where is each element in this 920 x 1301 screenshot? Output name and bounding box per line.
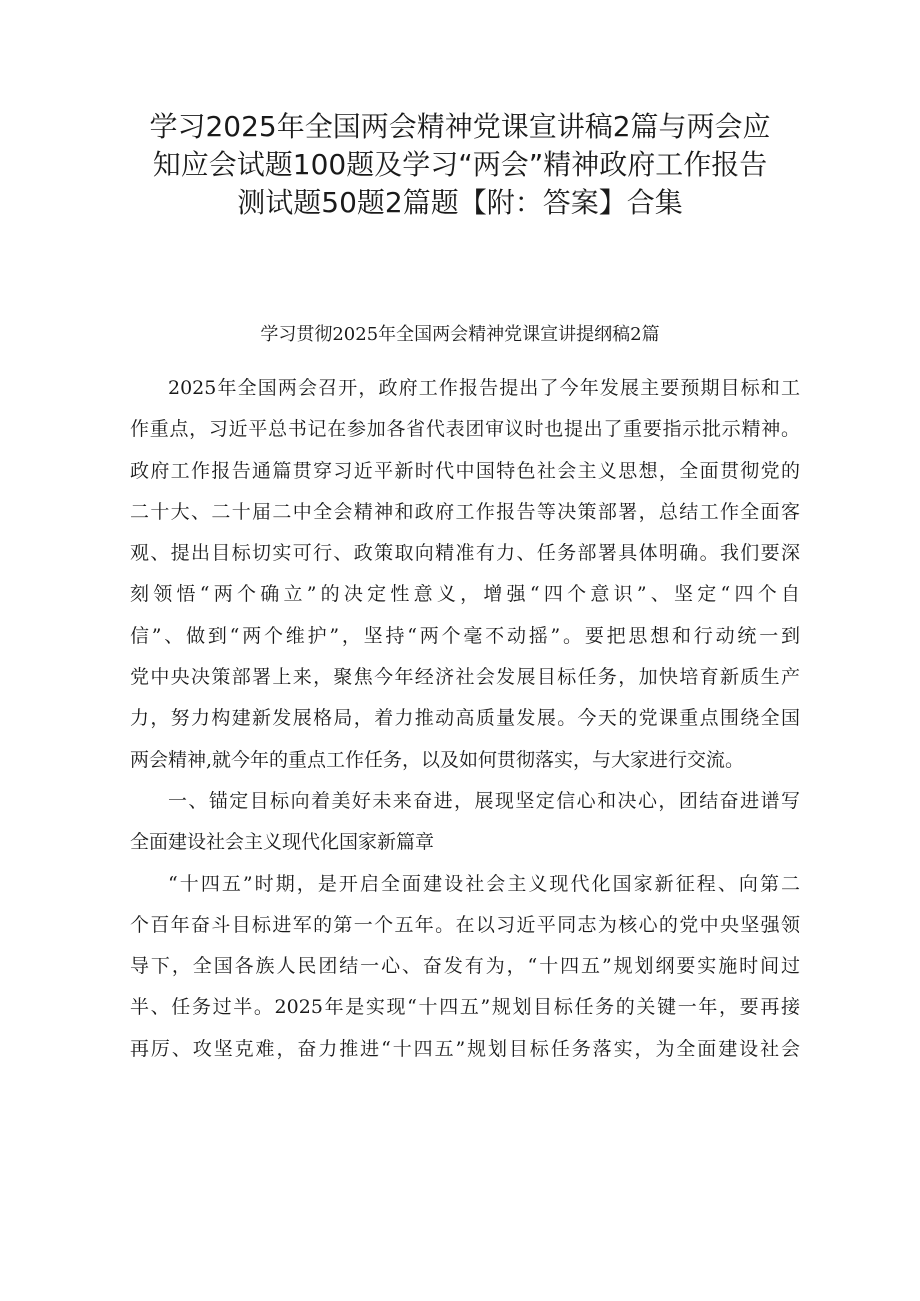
section-heading-line-1: 一、锚定目标向着美好未来奋进，展现坚定信心和决心，团结奋进谱写 [168, 789, 800, 812]
title-line-2: 知应会试题100题及学习“两会”精神政府工作报告 [152, 148, 768, 181]
section-heading-line-2: 全面建设社会主义现代化国家新篇章 [130, 831, 435, 854]
body-text [130, 368, 800, 1070]
title-line-1: 学习2025年全国两会精神党课宣讲稿2篇与两会应 [149, 110, 771, 143]
paragraph-1-line-3: 政府工作报告通篇贯穿习近平新时代中国特色社会主义思想，全面贯彻党的 [130, 459, 800, 482]
paragraph-3-line-5: 再厉、攻坚克难，奋力推进“十四五”规划目标任务落实，为全面建设社会 [130, 1037, 800, 1060]
document-title [140, 108, 780, 222]
paragraph-1-line-2: 作重点，习近平总书记在参加各省代表团审议时也提出了重要指示批示精神。 [130, 418, 800, 441]
paragraph-1-line-4: 二十大、二十届二中全会精神和政府工作报告等决策部署，总结工作全面客 [130, 500, 800, 523]
paragraph-1-line-10: 两会精神,就今年的重点工作任务，以及如何贯彻落实，与大家进行交流。 [130, 748, 745, 771]
section-subtitle: 学习贯彻2025年全国两会精神党课宣讲提纲稿2篇 [260, 324, 660, 345]
paragraph-1-line-7: 信”、做到“两个维护”，坚持“两个毫不动摇”。要把思想和行动统一到 [130, 624, 800, 647]
paragraph-1-line-9: 力，努力构建新发展格局，着力推动高质量发展。今天的党课重点围绕全国 [130, 707, 800, 730]
paragraph-1-line-1: 2025年全国两会召开，政府工作报告提出了今年发展主要预期目标和工 [168, 377, 800, 399]
paragraph-1-line-6: 刻领悟“两个确立”的决定性意义，增强“四个意识”、坚定“四个自 [130, 583, 800, 606]
paragraph-3-line-3: 导下，全国各族人民团结一心、奋发有为，“十四五”规划纲要实施时间过 [130, 955, 800, 978]
title-line-3: 测试题50题2篇题【附：答案】合集 [237, 186, 683, 219]
paragraph-3-line-4: 半、任务过半。2025年是实现“十四五”规划目标任务的关键一年，要再接 [130, 996, 800, 1019]
paragraph-3-line-2: 个百年奋斗目标进军的第一个五年。在以习近平同志为核心的党中央坚强领 [130, 913, 800, 936]
paragraph-1-line-8: 党中央决策部署上来，聚焦今年经济社会发展目标任务，加快培育新质生产 [130, 666, 800, 689]
paragraph-1-line-5: 观、提出目标切实可行、政策取向精准有力、任务部署具体明确。我们要深 [130, 542, 800, 565]
paragraph-3-line-1: “十四五”时期，是开启全面建设社会主义现代化国家新征程、向第二 [168, 872, 800, 895]
